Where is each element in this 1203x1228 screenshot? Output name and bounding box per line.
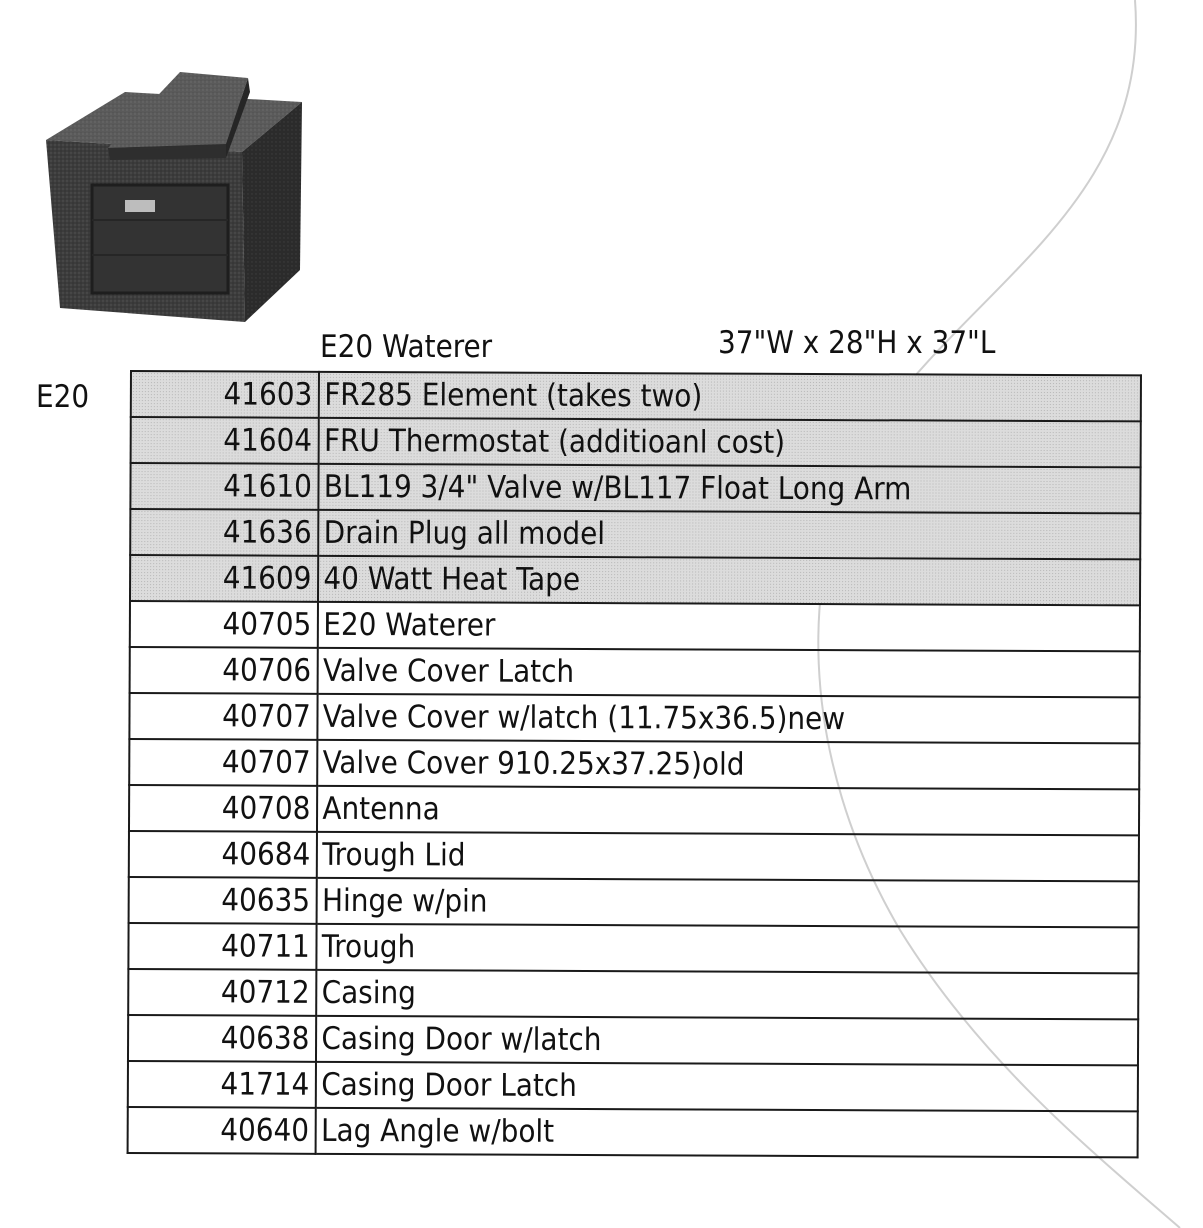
dimensions-label: 37"W x 28"H x 37"L	[718, 325, 996, 361]
description-cell: Casing Door Latch	[316, 1062, 1138, 1112]
description-cell: Casing	[317, 970, 1139, 1020]
part-number-cell: 40707	[129, 739, 318, 786]
part-number-cell: 40712	[128, 969, 317, 1016]
table-row	[130, 509, 1140, 559]
table-row	[130, 647, 1140, 697]
description-cell: Lag Angle w/bolt	[316, 1108, 1138, 1158]
table-row	[129, 877, 1139, 927]
description-cell: BL119 3/4" Valve w/BL117 Float Long Arm	[319, 464, 1141, 514]
table-title: E20 Waterer	[320, 329, 493, 365]
description-cell: Casing Door w/latch	[316, 1016, 1138, 1066]
table-row	[130, 555, 1140, 605]
part-number-cell: 40684	[129, 831, 318, 878]
description-cell: Drain Plug all model	[319, 510, 1141, 560]
table-row	[130, 463, 1140, 513]
part-number-cell: 40640	[128, 1107, 317, 1154]
description-cell: Valve Cover Latch	[318, 648, 1140, 698]
description-cell: Hinge w/pin	[317, 878, 1139, 928]
table-row	[129, 785, 1139, 835]
model-label: E20	[36, 379, 90, 415]
description-cell: E20 Waterer	[318, 602, 1140, 652]
part-number-cell: 41604	[131, 417, 320, 464]
table-row	[129, 739, 1139, 789]
description-cell: 40 Watt Heat Tape	[318, 556, 1140, 606]
description-cell: FR285 Element (takes two)	[319, 372, 1141, 422]
part-number-cell: 40711	[128, 923, 317, 970]
part-number-cell: 41714	[128, 1061, 317, 1108]
part-number-cell: 40707	[129, 693, 318, 740]
description-cell: Valve Cover w/latch (11.75x36.5)new	[318, 694, 1140, 744]
description-cell: Valve Cover 910.25x37.25)old	[318, 740, 1140, 790]
part-number-cell: 40708	[129, 785, 318, 832]
table-row	[129, 831, 1139, 881]
table-row	[129, 693, 1139, 743]
table-row	[128, 923, 1138, 973]
description-cell: Antenna	[317, 786, 1139, 836]
table-row	[131, 371, 1141, 421]
table-row	[131, 417, 1141, 467]
description-cell: Trough Lid	[317, 832, 1139, 882]
table-row	[128, 1061, 1138, 1111]
part-number-cell: 41609	[130, 555, 319, 602]
table-row	[128, 1107, 1138, 1157]
part-number-cell: 41603	[131, 371, 320, 418]
table-row	[128, 1015, 1138, 1065]
part-number-cell: 40638	[128, 1015, 317, 1062]
parts-table-body	[128, 371, 1141, 1157]
parts-table	[127, 370, 1142, 1158]
description-cell: Trough	[317, 924, 1139, 974]
part-number-cell: 40635	[129, 877, 318, 924]
part-number-cell: 41636	[130, 509, 319, 556]
table-row	[130, 601, 1140, 651]
table-row	[128, 969, 1138, 1019]
part-number-cell: 40706	[130, 647, 319, 694]
part-number-cell: 41610	[130, 463, 319, 510]
waterer-product-image	[30, 60, 320, 330]
description-cell: FRU Thermostat (additioanl cost)	[319, 418, 1141, 468]
part-number-cell: 40705	[130, 601, 319, 648]
